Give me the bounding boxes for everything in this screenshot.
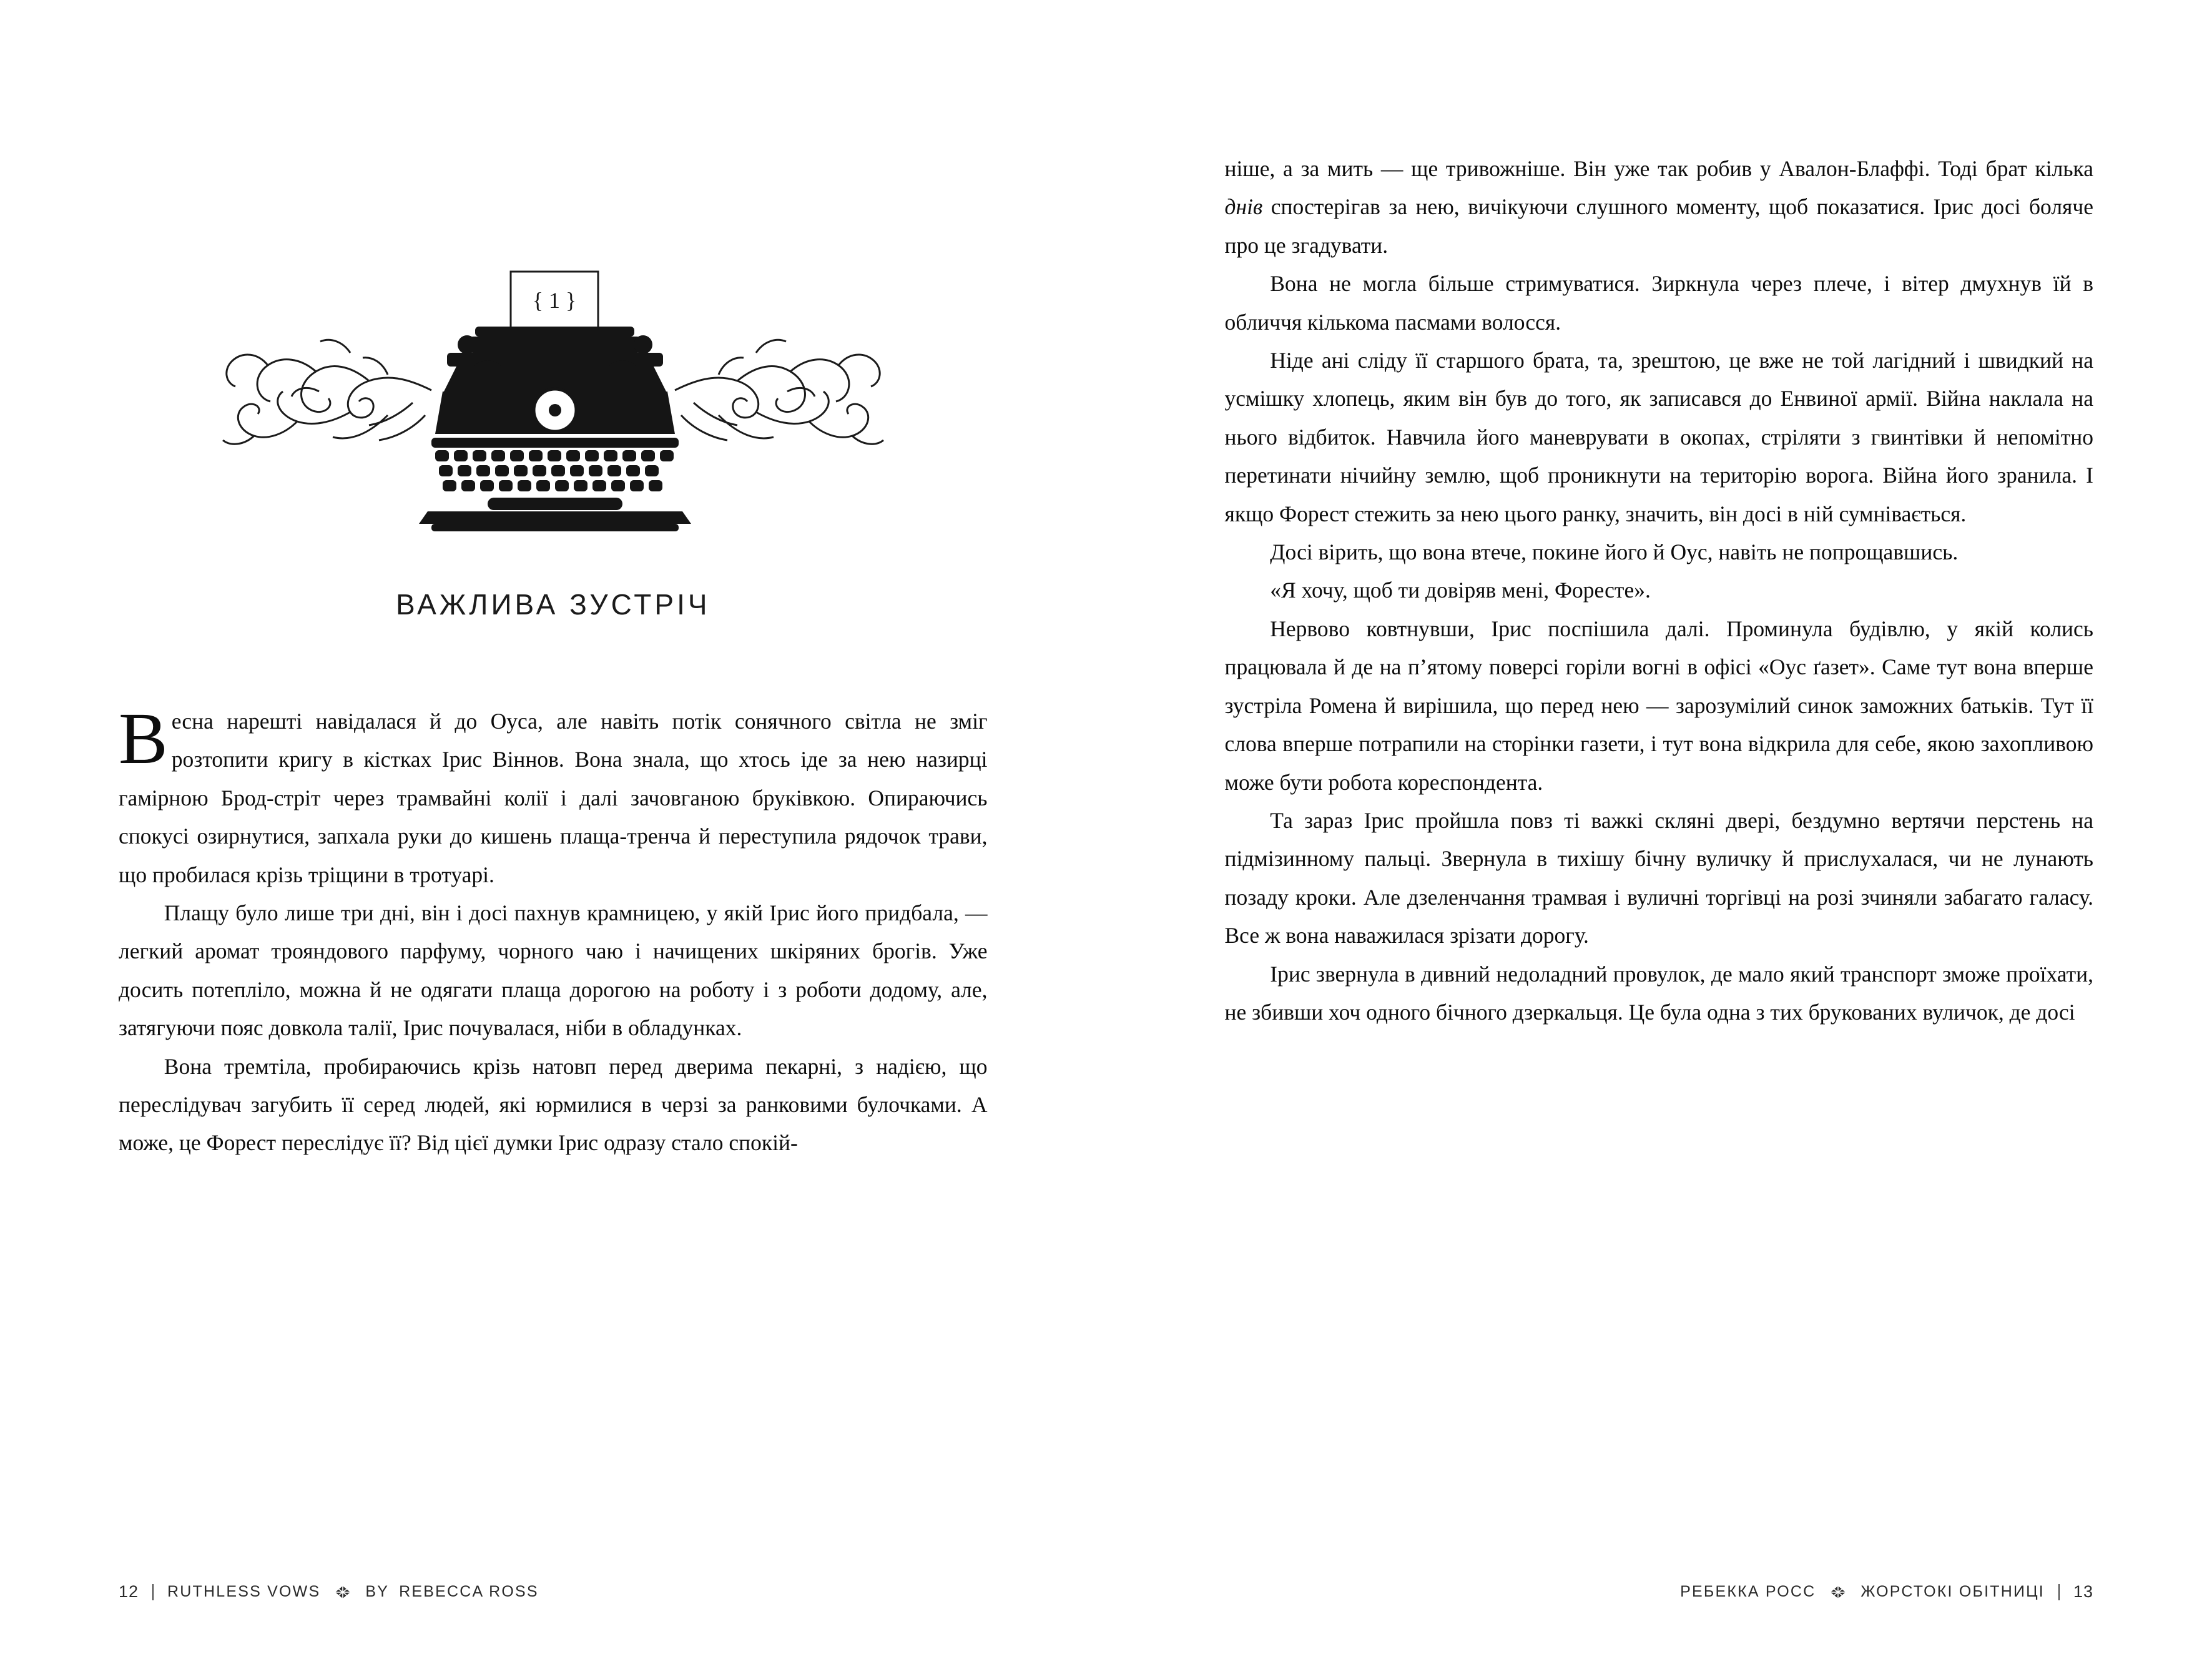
paragraph-text: «Я хочу, щоб ти довіряв мені, Форесте». <box>1270 578 1651 603</box>
page-number: 13 <box>2073 1582 2093 1601</box>
paragraph-text: Досі вірить, що вона втече, покине його й Оус, навіть не попрощавшись. <box>1270 539 1959 565</box>
right-page-footer <box>1680 1582 2093 1602</box>
paragraph-text: есна нарешті навідалася й до Оуса, але навіть потік сонячного світла не зміг розтопити кригу в кістках Ірис Віннов. Вона знала, що хтось іде за нею назирці гамірною Брод-стріт через трамвайні колії і далі зачовганою бруківкою. Опираючись спокусі озирнутися, запхала руки до кишень плаща-тренча й переступила рядочок трави, що пробилася крізь тріщини в тротуарі. <box>119 709 988 887</box>
right-page <box>1106 0 2212 1659</box>
footer-divider <box>2058 1584 2060 1600</box>
chapter-number-text: { 1 } <box>532 288 577 313</box>
diamond-ornament-icon <box>330 1584 355 1600</box>
emphasis-text: днів <box>1224 194 1263 220</box>
chapter-title: ВАЖЛИВА ЗУСТРІЧ <box>395 588 710 621</box>
left-page-footer <box>119 1582 539 1602</box>
page-number: 12 <box>119 1582 139 1601</box>
paragraph-text: Нервово ковтнувши, Ірис поспішила далі. Проминула будівлю, у якій колись працювала й де на п’ятому поверсі горіли вогні в офісі «Оус ґазет». Саме тут вона вперше зустріла Ромена й вирішила, що перед нею — зарозумілий синок заможних батьків. Тут її слова вперше потрапили на сторінки газети, і тут вона відкрила для себе, якою захопливою може бути робота кореспондента. <box>1224 616 2093 795</box>
footer-divider <box>152 1584 154 1600</box>
paragraph-text: Ніде ані сліду її старшого брата, та, зрештою, це вже не той лагідний і швидкий на усмішку хлопець, яким він був до того, як записався до Енвиної армії. Війна наклала на нього відбиток. Навчила його маневрувати в окопах, стріляти з гвинтівки й непомітно перетинати нічийну землю, щоб проникнути на територію ворога. Війна його зранила. І якщо Форест стежить за нею цього ранку, значить, він досі в ній сумнівається. <box>1224 348 2093 526</box>
paragraph-text: спостерігав за нею, вичікуючи слушного моменту, щоб показатися. Ірис досі боляче про це згадувати. <box>1224 194 2093 258</box>
right-page-body <box>1225 150 2094 1031</box>
footer-book-title: RUTHLESS VOWS <box>167 1583 321 1600</box>
paragraph <box>119 697 988 894</box>
paragraph <box>1225 610 2094 802</box>
paragraph-text: ніше, а за мить — ще тривожніше. Він уже так робив у Авалон-Блаффі. Тоді брат кілька <box>1224 156 2093 181</box>
footer-by-label: BY <box>365 1583 390 1600</box>
paragraph <box>1225 342 2094 533</box>
paragraph-text: Вона не могла більше стримуватися. Зиркнула через плече, і вітер дмухнув їй в обличчя кількома пасмами волосся. <box>1224 271 2093 335</box>
paragraph-text: Ірис звернула в дивний недоладний провулок, де мало який транспорт зможе проїхати, не збивши хоч одного бічного дзеркальця. Це була одна з тих брукованих вуличок, де досі <box>1224 961 2093 1025</box>
footer-author: REBECCA ROSS <box>399 1583 539 1600</box>
footer-author: РЕБЕККА РОСС <box>1680 1583 1816 1600</box>
diamond-ornament-icon <box>1826 1584 1851 1600</box>
drop-cap: В <box>119 697 168 779</box>
paragraph <box>1225 571 2094 609</box>
paragraph-text: Та зараз Ірис пройшла повз ті важкі скляні двері, бездумно вертячи перстень на підмізинному пальці. Звернула в тихішу бічну вуличку й прислухалася, чи не лунають позаду кроки. Але дзеленчання трамвая і вуличні торгівці на розі зчиняли забагато галасу. Все ж вона наважилася зрізати дорогу. <box>1224 807 2093 948</box>
paragraph <box>1225 802 2094 955</box>
paragraph: Плащу було лише три дні, він і досі пахнув крамницею, у якій Ірис його придбала, — легкий аромат трояндового парфуму, чорного чаю і начищених шкіряних брогів. Уже досить потепліло, можна й не одягати плаща дорогою на роботу і з роботи додому, але, затягуючи пояс довкола талії, Ірис почувалася, ніби в обладунках. <box>119 900 988 1041</box>
typewriter-ornament-illustration <box>163 0 943 559</box>
paragraph <box>1225 955 2094 1032</box>
footer-book-title: ЖОРСТОКІ ОБІТНИЦІ <box>1861 1583 2045 1600</box>
left-page-body <box>119 697 988 1163</box>
paragraph <box>1225 265 2094 342</box>
paragraph <box>1225 533 2094 571</box>
paragraph <box>1225 150 2094 265</box>
paragraph: Вона тремтіла, пробираючись крізь натовп перед дверима пекарні, з надією, що переслідувач загубить її серед людей, які юрмилися в черзі за ранковими булочками. А може, це Форест переслідує її? Від цієї думки Ірис одразу стало спокій- <box>119 1053 988 1156</box>
